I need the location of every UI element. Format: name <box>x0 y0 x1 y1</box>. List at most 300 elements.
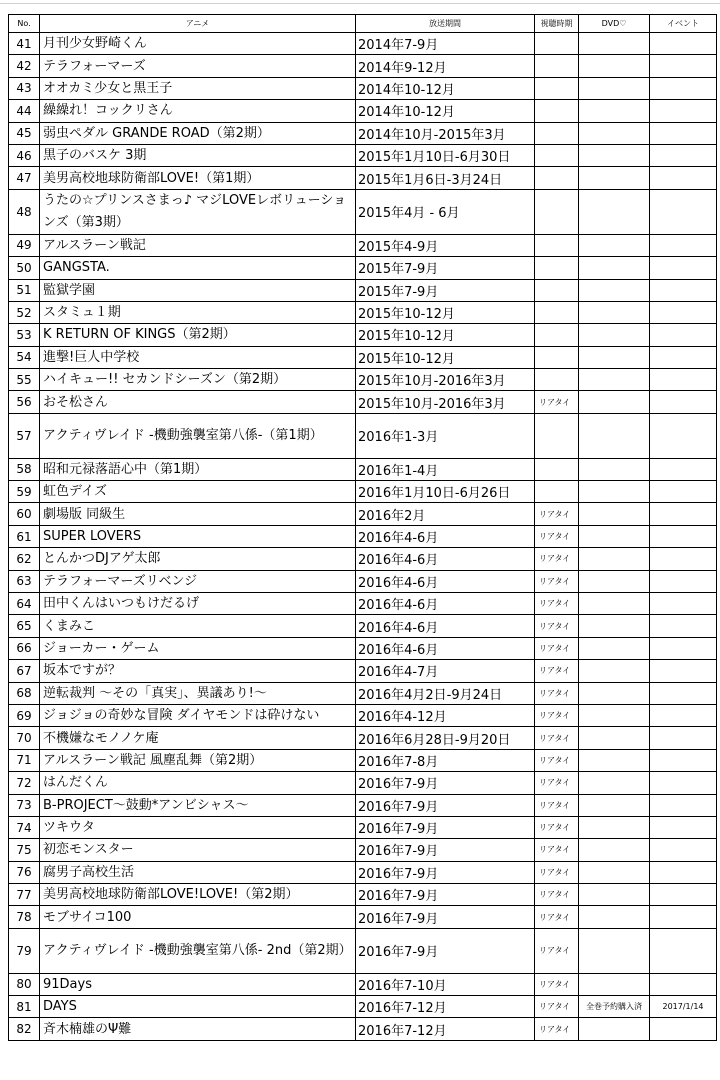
broadcast-period: 2015年10-12月 <box>356 324 535 346</box>
row-number: 46 <box>9 144 40 166</box>
watch-timing: リアタイ <box>535 391 579 413</box>
row-number: 73 <box>9 794 40 816</box>
event-date <box>650 727 717 749</box>
row-number: 64 <box>9 593 40 615</box>
event-date <box>650 257 717 279</box>
broadcast-period: 2016年7-9月 <box>356 816 535 838</box>
table-row <box>9 772 717 794</box>
table-row <box>9 257 717 279</box>
watch-timing: リアタイ <box>535 973 579 995</box>
table-row <box>9 548 717 570</box>
broadcast-period: 2016年7-9月 <box>356 772 535 794</box>
table-row <box>9 391 717 413</box>
header-event: イベント <box>650 15 717 33</box>
anime-title: うたの☆プリンスさまっ♪ マジLOVEレボリューションズ（第3期） <box>40 189 356 234</box>
broadcast-period: 2015年10月-2016年3月 <box>356 369 535 391</box>
event-date <box>650 593 717 615</box>
watch-timing: リアタイ <box>535 637 579 659</box>
anime-title: 不機嫌なモノノケ庵 <box>40 727 356 749</box>
row-number: 62 <box>9 548 40 570</box>
event-date <box>650 55 717 77</box>
row-number: 58 <box>9 458 40 480</box>
watch-timing <box>535 167 579 189</box>
event-date <box>650 189 717 234</box>
dvd-status <box>579 279 650 301</box>
table-row <box>9 144 717 166</box>
watch-timing <box>535 413 579 458</box>
dvd-status <box>579 100 650 122</box>
dvd-status <box>579 660 650 682</box>
table-header-row <box>9 15 717 33</box>
dvd-status <box>579 637 650 659</box>
dvd-status <box>579 503 650 525</box>
dvd-status <box>579 839 650 861</box>
broadcast-period: 2015年4-9月 <box>356 234 535 256</box>
table-row <box>9 749 717 771</box>
header-dvd: DVD♡ <box>579 15 650 33</box>
dvd-status <box>579 234 650 256</box>
event-date <box>650 861 717 883</box>
row-number: 52 <box>9 301 40 323</box>
table-row <box>9 77 717 99</box>
table-row <box>9 279 717 301</box>
dvd-status: 全巻予約購入済 <box>579 996 650 1018</box>
event-date <box>650 794 717 816</box>
dvd-status <box>579 570 650 592</box>
event-date <box>650 570 717 592</box>
row-number: 63 <box>9 570 40 592</box>
table-row <box>9 794 717 816</box>
broadcast-period: 2014年7-9月 <box>356 33 535 55</box>
event-date <box>650 973 717 995</box>
anime-title: くまみこ <box>40 615 356 637</box>
row-number: 49 <box>9 234 40 256</box>
event-date <box>650 167 717 189</box>
table-row <box>9 593 717 615</box>
broadcast-period: 2015年7-9月 <box>356 257 535 279</box>
row-number: 72 <box>9 772 40 794</box>
table-row <box>9 928 717 973</box>
table-row <box>9 816 717 838</box>
anime-title: スタミュ１期 <box>40 301 356 323</box>
watch-timing <box>535 77 579 99</box>
anime-title: 監獄学園 <box>40 279 356 301</box>
event-date <box>650 928 717 973</box>
event-date <box>650 1018 717 1040</box>
dvd-status <box>579 481 650 503</box>
anime-title: ツキウタ <box>40 816 356 838</box>
row-number: 81 <box>9 996 40 1018</box>
watch-timing: リアタイ <box>535 928 579 973</box>
table-row <box>9 369 717 391</box>
anime-title: 黒子のバスケ 3期 <box>40 144 356 166</box>
row-number: 71 <box>9 749 40 771</box>
row-number: 51 <box>9 279 40 301</box>
anime-title: DAYS <box>40 996 356 1018</box>
row-number: 66 <box>9 637 40 659</box>
dvd-status <box>579 727 650 749</box>
broadcast-period: 2015年1月6日-3月24日 <box>356 167 535 189</box>
watch-timing: リアタイ <box>535 570 579 592</box>
event-date <box>650 704 717 726</box>
anime-title: モブサイコ100 <box>40 906 356 928</box>
event-date <box>650 525 717 547</box>
dvd-status <box>579 906 650 928</box>
anime-title: 劇場版 同級生 <box>40 503 356 525</box>
watch-timing <box>535 122 579 144</box>
table-row <box>9 704 717 726</box>
broadcast-period: 2016年4-6月 <box>356 525 535 547</box>
row-number: 42 <box>9 55 40 77</box>
table-row <box>9 100 717 122</box>
event-date <box>650 637 717 659</box>
broadcast-period: 2015年7-9月 <box>356 279 535 301</box>
watch-timing <box>535 279 579 301</box>
dvd-status <box>579 189 650 234</box>
anime-title: おそ松さん <box>40 391 356 413</box>
row-number: 65 <box>9 615 40 637</box>
dvd-status <box>579 144 650 166</box>
event-date <box>650 884 717 906</box>
broadcast-period: 2015年4月 - 6月 <box>356 189 535 234</box>
dvd-status <box>579 749 650 771</box>
event-date <box>650 301 717 323</box>
dvd-status <box>579 301 650 323</box>
anime-title: 腐男子高校生活 <box>40 861 356 883</box>
anime-title: K RETURN OF KINGS（第2期） <box>40 324 356 346</box>
row-number: 74 <box>9 816 40 838</box>
anime-title: ハイキュー!! セカンドシーズン（第2期） <box>40 369 356 391</box>
watch-timing: リアタイ <box>535 839 579 861</box>
dvd-status <box>579 884 650 906</box>
table-row <box>9 839 717 861</box>
dvd-status <box>579 369 650 391</box>
event-date <box>650 503 717 525</box>
dvd-status <box>579 973 650 995</box>
anime-title: オオカミ少女と黒王子 <box>40 77 356 99</box>
anime-title: 斉木楠雄のΨ難 <box>40 1018 356 1040</box>
event-date <box>650 391 717 413</box>
row-number: 78 <box>9 906 40 928</box>
broadcast-period: 2016年4-6月 <box>356 637 535 659</box>
event-date <box>650 615 717 637</box>
table-row <box>9 996 717 1018</box>
row-number: 55 <box>9 369 40 391</box>
broadcast-period: 2015年10-12月 <box>356 301 535 323</box>
dvd-status <box>579 122 650 144</box>
event-date <box>650 660 717 682</box>
broadcast-period: 2016年4-12月 <box>356 704 535 726</box>
broadcast-period: 2014年10月-2015年3月 <box>356 122 535 144</box>
anime-title: アクティヴレイド -機動強襲室第八係- 2nd（第2期） <box>40 928 356 973</box>
dvd-status <box>579 772 650 794</box>
watch-timing: リアタイ <box>535 548 579 570</box>
watch-timing <box>535 324 579 346</box>
row-number: 41 <box>9 33 40 55</box>
event-date <box>650 324 717 346</box>
broadcast-period: 2014年10-12月 <box>356 100 535 122</box>
watch-timing <box>535 144 579 166</box>
event-date <box>650 481 717 503</box>
row-number: 43 <box>9 77 40 99</box>
table-row <box>9 615 717 637</box>
watch-timing <box>535 369 579 391</box>
broadcast-period: 2016年4-6月 <box>356 570 535 592</box>
dvd-status <box>579 794 650 816</box>
watch-timing <box>535 234 579 256</box>
broadcast-period: 2016年7-9月 <box>356 884 535 906</box>
broadcast-period: 2016年7-10月 <box>356 973 535 995</box>
event-date <box>650 122 717 144</box>
anime-list-sheet <box>8 14 716 1041</box>
broadcast-period: 2016年2月 <box>356 503 535 525</box>
row-number: 54 <box>9 346 40 368</box>
table-row <box>9 33 717 55</box>
broadcast-period: 2016年7-9月 <box>356 794 535 816</box>
table-row <box>9 413 717 458</box>
watch-timing: リアタイ <box>535 1018 579 1040</box>
anime-title: はんだくん <box>40 772 356 794</box>
watch-timing <box>535 100 579 122</box>
watch-timing: リアタイ <box>535 749 579 771</box>
broadcast-period: 2014年10-12月 <box>356 77 535 99</box>
header-no: No. <box>9 15 40 33</box>
anime-title: アクティヴレイド -機動強襲室第八係-（第1期） <box>40 413 356 458</box>
table-row <box>9 973 717 995</box>
broadcast-period: 2016年7-9月 <box>356 906 535 928</box>
anime-title: テラフォーマーズ <box>40 55 356 77</box>
watch-timing: リアタイ <box>535 525 579 547</box>
watch-timing: リアタイ <box>535 593 579 615</box>
broadcast-period: 2016年4-6月 <box>356 615 535 637</box>
anime-title: 初恋モンスター <box>40 839 356 861</box>
dvd-status <box>579 928 650 973</box>
event-date <box>650 749 717 771</box>
broadcast-period: 2016年6月28日-9月20日 <box>356 727 535 749</box>
event-date <box>650 369 717 391</box>
anime-title: アルスラーン戦記 <box>40 234 356 256</box>
anime-title: 弱虫ペダル GRANDE ROAD（第2期） <box>40 122 356 144</box>
row-number: 68 <box>9 682 40 704</box>
event-date: 2017/1/14 <box>650 996 717 1018</box>
anime-title: 坂本ですが？ <box>40 660 356 682</box>
dvd-status <box>579 413 650 458</box>
anime-title: 逆転裁判 ～その「真実」、異議あり!～ <box>40 682 356 704</box>
anime-title: 昭和元禄落語心中（第1期） <box>40 458 356 480</box>
table-row <box>9 503 717 525</box>
broadcast-period: 2016年1月10日-6月26日 <box>356 481 535 503</box>
event-date <box>650 906 717 928</box>
event-date <box>650 100 717 122</box>
row-number: 61 <box>9 525 40 547</box>
table-row <box>9 481 717 503</box>
dvd-status <box>579 55 650 77</box>
row-number: 57 <box>9 413 40 458</box>
anime-title: ジョーカー・ゲーム <box>40 637 356 659</box>
anime-title: 進撃!巨人中学校 <box>40 346 356 368</box>
broadcast-period: 2014年9-12月 <box>356 55 535 77</box>
dvd-status <box>579 593 650 615</box>
broadcast-period: 2016年7-9月 <box>356 839 535 861</box>
event-date <box>650 279 717 301</box>
anime-table <box>8 14 717 1041</box>
event-date <box>650 772 717 794</box>
watch-timing: リアタイ <box>535 794 579 816</box>
watch-timing: リアタイ <box>535 615 579 637</box>
row-number: 75 <box>9 839 40 861</box>
row-number: 60 <box>9 503 40 525</box>
watch-timing <box>535 55 579 77</box>
anime-title: アルスラーン戦記 風塵乱舞（第2期） <box>40 749 356 771</box>
dvd-status <box>579 77 650 99</box>
watch-timing: リアタイ <box>535 682 579 704</box>
header-period: 放送期間 <box>356 15 535 33</box>
row-number: 47 <box>9 167 40 189</box>
row-number: 82 <box>9 1018 40 1040</box>
broadcast-period: 2016年7-9月 <box>356 861 535 883</box>
anime-title: 美男高校地球防衛部LOVE!LOVE!（第2期） <box>40 884 356 906</box>
event-date <box>650 144 717 166</box>
dvd-status <box>579 346 650 368</box>
row-number: 77 <box>9 884 40 906</box>
table-row <box>9 525 717 547</box>
watch-timing: リアタイ <box>535 816 579 838</box>
anime-title: 繰繰れ！コックリさん <box>40 100 356 122</box>
watch-timing: リアタイ <box>535 503 579 525</box>
anime-title: SUPER LOVERS <box>40 525 356 547</box>
watch-timing <box>535 301 579 323</box>
anime-title: 91Days <box>40 973 356 995</box>
row-number: 59 <box>9 481 40 503</box>
table-row <box>9 167 717 189</box>
broadcast-period: 2016年4月2日-9月24日 <box>356 682 535 704</box>
dvd-status <box>579 525 650 547</box>
broadcast-period: 2016年7-9月 <box>356 928 535 973</box>
event-date <box>650 458 717 480</box>
dvd-status <box>579 33 650 55</box>
dvd-status <box>579 1018 650 1040</box>
broadcast-period: 2016年1-4月 <box>356 458 535 480</box>
row-number: 53 <box>9 324 40 346</box>
table-row <box>9 861 717 883</box>
row-number: 50 <box>9 257 40 279</box>
anime-title: ジョジョの奇妙な冒険 ダイヤモンドは砕けない <box>40 704 356 726</box>
event-date <box>650 839 717 861</box>
anime-title: とんかつDJアゲ太郎 <box>40 548 356 570</box>
dvd-status <box>579 167 650 189</box>
broadcast-period: 2016年4-6月 <box>356 593 535 615</box>
event-date <box>650 816 717 838</box>
event-date <box>650 548 717 570</box>
watch-timing: リアタイ <box>535 660 579 682</box>
broadcast-period: 2016年7-12月 <box>356 1018 535 1040</box>
dvd-status <box>579 458 650 480</box>
watch-timing: リアタイ <box>535 727 579 749</box>
watch-timing: リアタイ <box>535 884 579 906</box>
top-divider <box>0 3 720 4</box>
table-row <box>9 884 717 906</box>
row-number: 56 <box>9 391 40 413</box>
broadcast-period: 2015年10月-2016年3月 <box>356 391 535 413</box>
dvd-status <box>579 548 650 570</box>
watch-timing: リアタイ <box>535 704 579 726</box>
broadcast-period: 2016年4-7月 <box>356 660 535 682</box>
table-row <box>9 301 717 323</box>
watch-timing <box>535 458 579 480</box>
anime-title: B-PROJECT～鼓動*アンビシャス～ <box>40 794 356 816</box>
watch-timing <box>535 189 579 234</box>
dvd-status <box>579 257 650 279</box>
event-date <box>650 33 717 55</box>
row-number: 45 <box>9 122 40 144</box>
event-date <box>650 682 717 704</box>
row-number: 79 <box>9 928 40 973</box>
anime-title: 美男高校地球防衛部LOVE!（第1期） <box>40 167 356 189</box>
broadcast-period: 2016年7-12月 <box>356 996 535 1018</box>
table-row <box>9 660 717 682</box>
broadcast-period: 2015年1月10日-6月30日 <box>356 144 535 166</box>
watch-timing <box>535 33 579 55</box>
anime-title: 月刊少女野崎くん <box>40 33 356 55</box>
dvd-status <box>579 816 650 838</box>
dvd-status <box>579 861 650 883</box>
watch-timing: リアタイ <box>535 772 579 794</box>
broadcast-period: 2015年10-12月 <box>356 346 535 368</box>
watch-timing: リアタイ <box>535 996 579 1018</box>
row-number: 67 <box>9 660 40 682</box>
row-number: 69 <box>9 704 40 726</box>
table-row <box>9 906 717 928</box>
table-row <box>9 189 717 234</box>
dvd-status <box>579 704 650 726</box>
dvd-status <box>579 615 650 637</box>
watch-timing <box>535 481 579 503</box>
row-number: 80 <box>9 973 40 995</box>
table-row <box>9 1018 717 1040</box>
table-row <box>9 682 717 704</box>
event-date <box>650 346 717 368</box>
row-number: 70 <box>9 727 40 749</box>
anime-title: 虹色デイズ <box>40 481 356 503</box>
header-anime: アニメ <box>40 15 356 33</box>
row-number: 48 <box>9 189 40 234</box>
broadcast-period: 2016年7-8月 <box>356 749 535 771</box>
table-row <box>9 458 717 480</box>
dvd-status <box>579 391 650 413</box>
event-date <box>650 77 717 99</box>
watch-timing: リアタイ <box>535 906 579 928</box>
table-row <box>9 570 717 592</box>
table-row <box>9 55 717 77</box>
row-number: 76 <box>9 861 40 883</box>
table-row <box>9 324 717 346</box>
table-row <box>9 122 717 144</box>
table-row <box>9 234 717 256</box>
anime-title: テラフォーマーズリベンジ <box>40 570 356 592</box>
header-watch: 視聴時期 <box>535 15 579 33</box>
event-date <box>650 413 717 458</box>
dvd-status <box>579 682 650 704</box>
anime-title: GANGSTA. <box>40 257 356 279</box>
dvd-status <box>579 324 650 346</box>
event-date <box>650 234 717 256</box>
watch-timing <box>535 346 579 368</box>
table-row <box>9 637 717 659</box>
table-row <box>9 727 717 749</box>
table-row <box>9 346 717 368</box>
anime-title: 田中くんはいつもけだるげ <box>40 593 356 615</box>
row-number: 44 <box>9 100 40 122</box>
